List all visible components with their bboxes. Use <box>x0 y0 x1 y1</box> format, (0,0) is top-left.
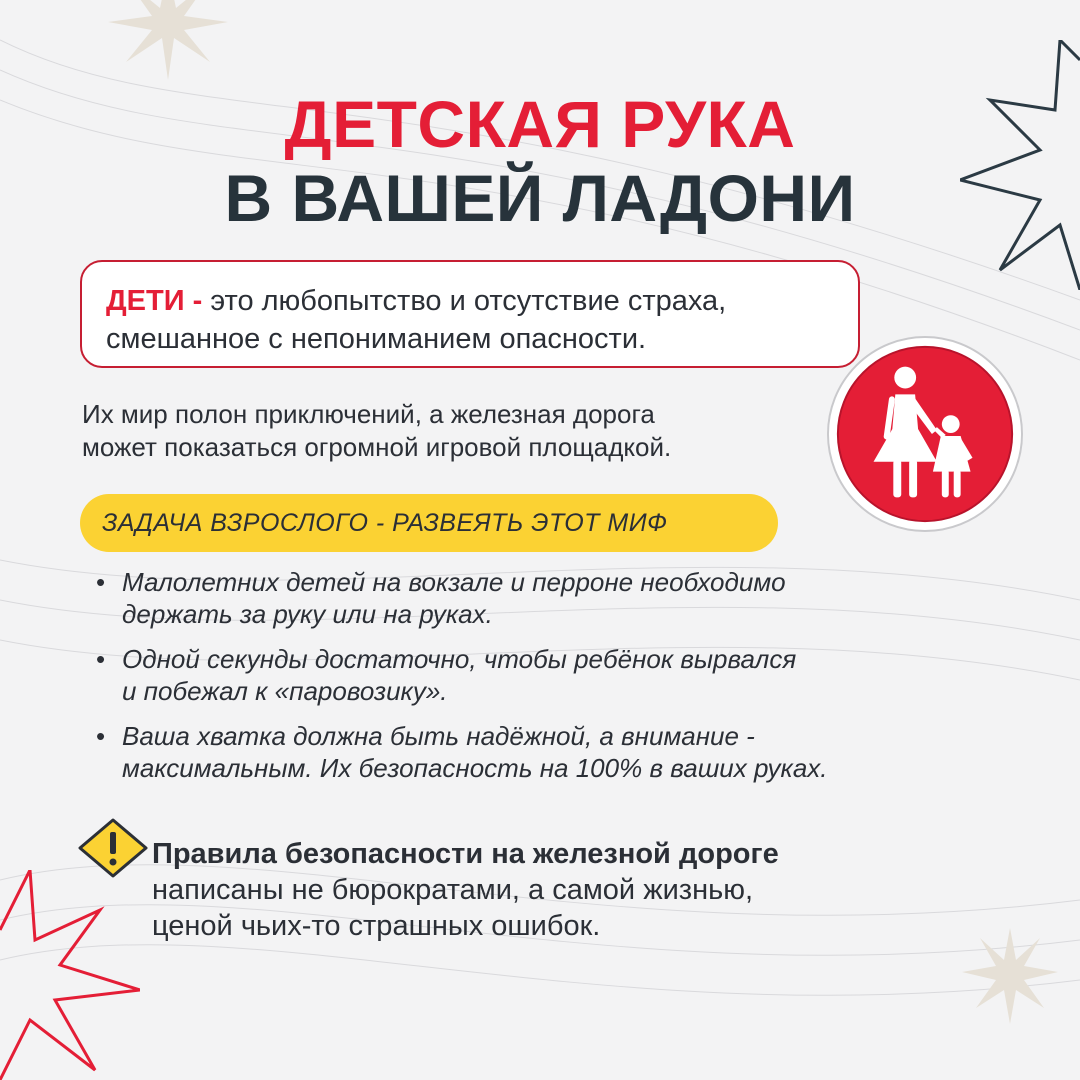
rules-line-3: ценой чьих-то страшных ошибок. <box>152 910 601 942</box>
warning-icon <box>78 818 148 878</box>
title-line-2: В ВАШЕЙ ЛАДОНИ <box>224 161 856 235</box>
list-item: • Малолетних детей на вокзале и перроне необходимо держать за руку или на руках. <box>96 567 786 629</box>
intro-text <box>82 398 842 464</box>
starburst-beige-top <box>108 0 228 80</box>
intro-line-2: может показаться огромной игровой площадкой. <box>82 432 672 462</box>
rules-heading: Правила безопасности на железной дороге <box>152 838 779 870</box>
title-line-1: ДЕТСКАЯ РУКА <box>284 87 796 161</box>
pedestrian-child-sign-icon <box>826 335 1024 533</box>
bullet-dot: • <box>96 721 106 751</box>
list-item: • Ваша хватка должна быть надёжной, а внимание - максимальным. Их безопасность на 100% в ваших руках. <box>96 721 828 783</box>
definition-text: это любопытство и отсутствие страха, <box>202 285 727 317</box>
bullet-dot: • <box>96 644 106 674</box>
definition-box <box>80 260 860 368</box>
rules-text <box>152 836 1032 944</box>
bullet-list <box>96 566 996 797</box>
rules-line-2: написаны не бюрократами, а самой жизнью, <box>152 874 754 906</box>
task-label-pill: ЗАДАЧА ВЗРОСЛОГО - РАЗВЕЯТЬ ЭТОТ МИФ <box>80 494 778 552</box>
definition-text-line-2: смешанное с непониманием опасности. <box>106 323 647 355</box>
intro-line-1: Их мир полон приключений, а железная дорога <box>82 399 655 429</box>
bullet-dot: • <box>96 567 106 597</box>
starburst-red-bottom-left <box>0 870 140 1080</box>
list-item: • Одной секунды достаточно, чтобы ребёнок вырвался и побежал к «паровозику». <box>96 644 797 706</box>
definition-keyword: ДЕТИ - <box>106 285 203 317</box>
